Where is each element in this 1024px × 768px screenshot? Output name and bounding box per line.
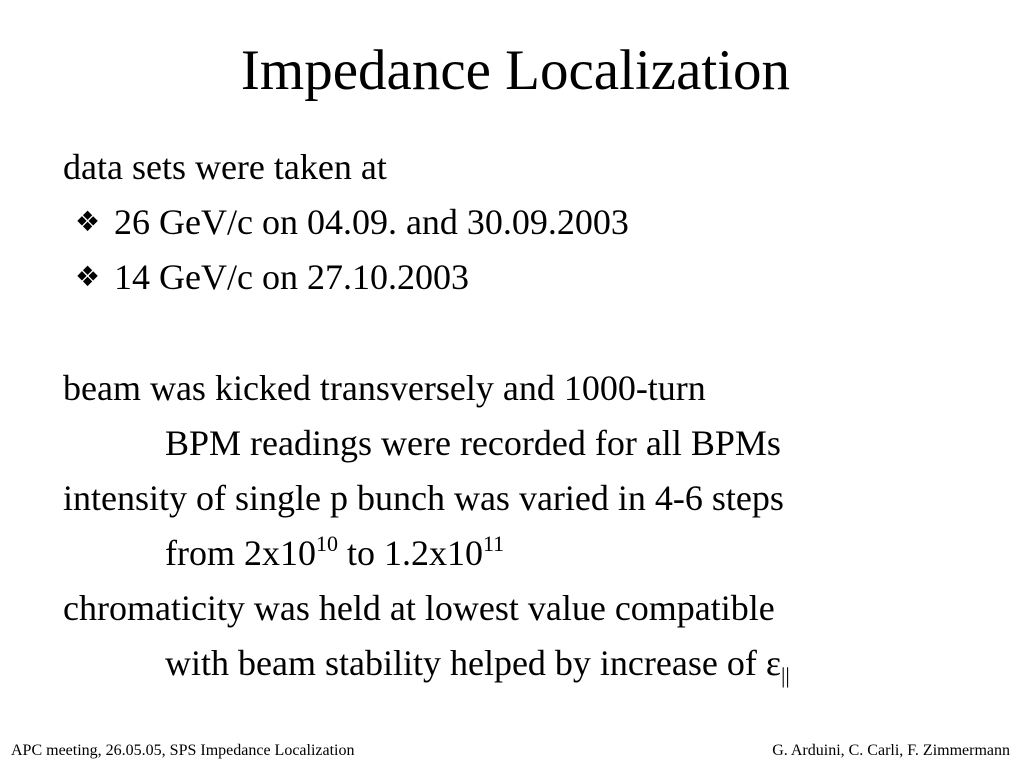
longitudinal-subscript: || xyxy=(780,663,790,688)
intensity-from-text: from 2x10 xyxy=(165,533,316,573)
bullet-item xyxy=(63,250,1003,305)
exponent-10: 10 xyxy=(315,531,338,556)
blank-line xyxy=(63,305,1003,361)
exponent-11: 11 xyxy=(483,531,505,556)
chromaticity-line-1: chromaticity was held at lowest value compatible xyxy=(63,588,775,628)
intensity-line-2 xyxy=(63,526,1003,581)
intensity-line-1: intensity of single p bunch was varied in 4-6 steps xyxy=(63,478,784,518)
intro-text: data sets were taken at xyxy=(63,147,387,187)
footer-meeting-info: APC meeting, 26.05.05, SPS Impedance Localization xyxy=(11,742,355,759)
bullet-text: 26 GeV/c on 04.09. and 30.09.2003 xyxy=(114,202,629,242)
bullet-text: 14 GeV/c on 27.10.2003 xyxy=(114,257,469,297)
kick-line-2: BPM readings were recorded for all BPMs xyxy=(165,423,781,463)
intensity-to-text: to 1.2x10 xyxy=(337,533,483,573)
kick-line-1: beam was kicked transversely and 1000-turn xyxy=(63,368,706,408)
slide-body xyxy=(63,140,1003,691)
chromaticity-text: with beam stability helped by increase of ε xyxy=(165,643,781,683)
bullet-item xyxy=(63,195,1003,250)
four-diamond-bullet-icon: ❖ xyxy=(75,260,101,293)
slide-title: Impedance Localization xyxy=(240,39,791,102)
footer-authors: G. Arduini, C. Carli, F. Zimmermann xyxy=(772,742,1010,759)
four-diamond-bullet-icon: ❖ xyxy=(75,205,101,238)
chromaticity-line-2 xyxy=(63,636,1003,691)
